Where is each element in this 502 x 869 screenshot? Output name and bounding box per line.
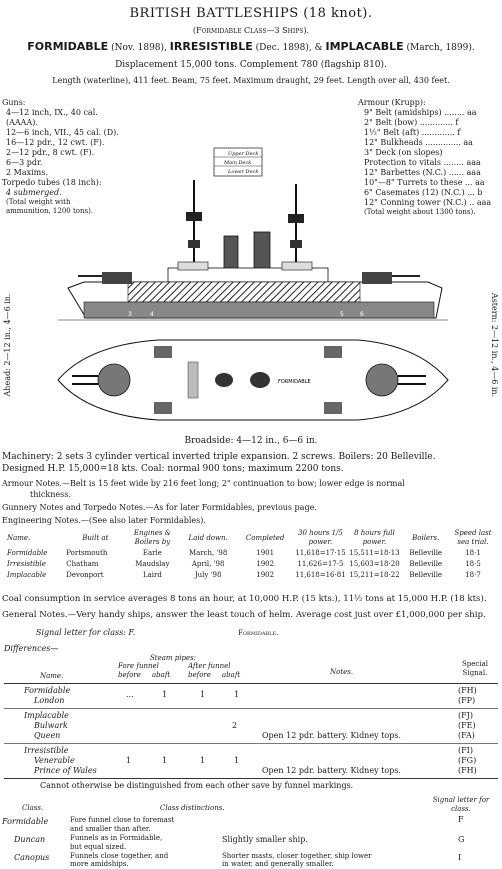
armour-line: 9" Belt (amidships) ........ aa	[364, 108, 477, 117]
table-header: 30 hours 1/5 power.	[298, 529, 343, 546]
class-extra: Shorter masts, closer together, ship lower	[222, 852, 372, 860]
diff-fore-abaft: 1	[162, 756, 168, 765]
machinery-note: Machinery: 2 sets 3 cylinder vertical inverted triple expansion. 2 screws. Boilers: 20 Belleville.	[2, 452, 436, 462]
main-deck-label: Main Deck	[224, 160, 252, 166]
signal-letter: Signal letter for class: F.	[36, 628, 136, 637]
table-cell: 1902	[256, 571, 275, 579]
ship-name-implacable: IMPLACABLE	[325, 40, 404, 53]
diff-signal: (FP)	[458, 696, 476, 705]
table-row	[6, 559, 496, 570]
diff-signal: (FJ)	[458, 711, 473, 720]
deck-key	[214, 148, 262, 176]
ship-date-formidable: (Nov. 1898),	[111, 43, 167, 53]
table-cell: Laird	[142, 571, 162, 579]
diff-note: Open 12 pdr. battery. Kidney tops.	[262, 731, 401, 740]
diff-name: Irresistible	[24, 746, 69, 755]
table-cell: 18·7	[465, 571, 481, 579]
differences-bottom-rule	[4, 778, 498, 779]
side-elevation	[58, 180, 448, 320]
table-cell: Implacable	[7, 571, 47, 579]
armour-line: 12" Conning tower (N.C.) .. aaa	[364, 198, 492, 207]
table-cell: Devonport	[66, 571, 104, 579]
gun-line: 6—3 pdr.	[6, 158, 43, 167]
class-signal: G	[458, 835, 465, 844]
armour-line: 2" Belt (bow) ............. f	[364, 118, 459, 127]
class-distinction: but equal sized.	[70, 843, 127, 851]
armour-notes-cont: thickness.	[30, 490, 71, 499]
broadside-label: Broadside: 4—12 in., 6—6 in.	[184, 436, 318, 446]
table-cell: April, '98	[191, 560, 225, 568]
diff-after-abaft: 1	[234, 756, 240, 765]
diff-note: Open 12 pdr. battery. Kidney tops.	[262, 766, 401, 775]
table-cell: Irresistible	[7, 560, 46, 568]
class-distinction: more amidships.	[70, 860, 129, 868]
engineering-table	[6, 528, 496, 581]
astern-fire-label: Astern: 2—12 in., 4—6 in.	[490, 292, 499, 398]
table-cell: Belleville	[409, 549, 443, 557]
class-distinction: and smaller than after.	[70, 825, 151, 833]
diff-name: Prince of Wales	[34, 766, 97, 775]
table-header: Engines & Boilers by	[133, 529, 171, 546]
armour-notes: Armour Notes.—Belt is 15 feet wide by 216 feet long; 2" continuation to bow; lower edge is normal	[2, 479, 405, 488]
armour-line: 12" Barbettes (N.C.) ...... aaa	[364, 168, 481, 177]
ship-name-formidable: FORMIDABLE	[27, 40, 109, 53]
table-cell: 1902	[256, 560, 275, 568]
class-distinction: Funnels as in Formidable,	[70, 834, 163, 842]
table-header: Boilers.	[412, 533, 440, 542]
table-header: Name.	[7, 533, 31, 542]
engineering-notes: Engineering Notes.—(See also later Formidables).	[2, 516, 206, 525]
gun-line: 12—6 inch, VII., 45 cal. (D).	[6, 128, 119, 137]
class-name: Formidable	[2, 817, 49, 826]
col-before-2: before	[188, 671, 211, 679]
designed-note: Designed H.P. 15,000=18 kts. Coal: normal 900 tons; maximum 2200 tons.	[2, 464, 344, 474]
differences-title: Differences—	[4, 644, 59, 653]
diff-after-before: 1	[200, 756, 206, 765]
ship-diagram	[28, 140, 474, 432]
class-extra: Slightly smaller ship.	[222, 835, 308, 844]
gun-line: Torpedo tubes (18 inch):	[2, 178, 102, 187]
armour-line: (Total weight about 1300 tons).	[364, 208, 476, 216]
diff-signal: (FH)	[458, 686, 477, 695]
table-cell: Earle	[142, 549, 162, 557]
class-extra: in water, and generally smaller.	[222, 860, 334, 868]
gun-line: 4—12 inch, IX., 40 cal. (AAAA).	[6, 108, 98, 127]
ahead-fire-label: Ahead: 2—12 in., 4—6 in.	[3, 293, 12, 397]
table-header: Speed last sea trial.	[454, 529, 492, 546]
diff-name: Bulwark	[34, 721, 68, 730]
diff-fore-before: ...	[126, 690, 134, 699]
table-cell: 11,618=16·81	[295, 571, 346, 579]
gun-line: 2 Maxims.	[6, 168, 48, 177]
guns-title: Guns:	[2, 98, 26, 107]
table-cell: 18·1	[465, 549, 481, 557]
table-cell: Chatham	[66, 560, 99, 568]
table-cell: March, '98	[188, 549, 228, 557]
displacement-line: Displacement 15,000 tons. Complement 780 (flagship 810).	[115, 60, 387, 70]
general-note: General Notes.—Very handy ships, answer the least touch of helm. Average cost just over £1,000,000 per ship.	[2, 610, 486, 620]
gun-line: 16—12 pdr., 12 cwt. (F).	[6, 138, 105, 147]
col-before-1: before	[118, 671, 141, 679]
diff-name: Queen	[34, 731, 61, 740]
plan-label: FORMIDABLE	[278, 379, 311, 385]
table-cell: Formidable	[7, 549, 48, 557]
diff-signal: (FI)	[458, 746, 473, 755]
table-header: Built at	[82, 533, 109, 542]
diff-fore-before: 1	[126, 756, 132, 765]
table-cell: 11,618=17·15	[295, 549, 346, 557]
diff-name: Formidable	[24, 686, 71, 695]
diff-signal: (FG)	[458, 756, 477, 765]
class-distinction: Funnels close together, and	[70, 852, 169, 860]
ship-date-implacable: (March, 1899).	[406, 43, 475, 53]
armour-line: 3" Deck (on slopes)	[364, 148, 443, 157]
lower-deck-label: Lower Deck	[228, 169, 259, 175]
diff-after-abaft: 2	[232, 721, 238, 730]
coal-note: Coal consumption in service averages 8 tons an hour, at 10,000 H.P. (15 kts.), 11½ tons at 15,000 H.P. (18 kts).	[2, 594, 487, 604]
steam-pipes-header: Steam pipes:	[150, 654, 197, 662]
table-cell: 11,626=17·5	[297, 560, 344, 568]
armour-line: 6" Casemates (12) (N.C.) ... b	[364, 188, 483, 197]
diff-after-before: 1	[200, 690, 206, 699]
col-special: Special Signal.	[462, 660, 488, 677]
ship-names	[0, 40, 502, 53]
col-after: After funnel	[188, 662, 231, 670]
diff-signal: (FA)	[458, 731, 475, 740]
table-header: Completed	[245, 533, 285, 542]
armour-line: 10"—8" Turrets to these ... aa	[364, 178, 485, 187]
plan-view	[58, 340, 448, 420]
diff-signal: (FH)	[458, 766, 477, 775]
class-distinction: Fore funnel close to foremast	[70, 816, 175, 824]
table-cell: Belleville	[409, 560, 443, 568]
table-cell: 15,603=18·20	[349, 560, 400, 568]
armour-title: Armour (Krupp):	[358, 98, 426, 107]
svg-text:3: 3	[128, 311, 132, 318]
table-cell: 15,211=18·22	[349, 571, 400, 579]
diff-name: Venerable	[34, 756, 75, 765]
class-name: Duncan	[14, 835, 46, 844]
gun-line: 4 submerged.	[6, 188, 62, 197]
table-cell: Portsmouth	[66, 549, 108, 557]
class-line: (Formidable Class—3 Ships).	[192, 26, 310, 35]
table-header: 8 hours full power.	[354, 529, 395, 546]
diff-after-abaft: 1	[234, 690, 240, 699]
classes-col-distinctions: Class distinctions.	[160, 804, 225, 812]
ship-date-irresistible: (Dec. 1898), &	[255, 43, 323, 53]
table-row	[6, 570, 496, 581]
differences-top-rule	[4, 683, 498, 684]
classes-col-signal: Signal letter for class.	[432, 796, 490, 813]
table-row	[6, 548, 496, 559]
table-cell: July '98	[194, 571, 222, 579]
ship-name-irresistible: IRRESISTIBLE	[169, 40, 253, 53]
class-name: Canopus	[14, 853, 50, 862]
gunnery-notes: Gunnery Notes and Torpedo Notes.—As for later Formidables, previous page.	[2, 503, 317, 512]
table-cell: Belleville	[409, 571, 443, 579]
table-cell: 1901	[256, 549, 275, 557]
table-cell: 15,511=18·13	[349, 549, 400, 557]
table-header-row	[6, 528, 496, 548]
armour-line: Protection to vitals ........ aaa	[364, 158, 481, 167]
diff-signal: (FE)	[458, 721, 476, 730]
table-cell: 18·5	[465, 560, 481, 568]
diff-fore-abaft: 1	[162, 690, 168, 699]
upper-deck-label: Upper Deck	[228, 151, 259, 157]
diff-name: Implacable	[24, 711, 69, 720]
svg-text:6: 6	[360, 311, 364, 318]
classes-col-class: Class.	[22, 804, 44, 812]
col-fore: Fore funnel	[118, 662, 159, 670]
gun-line: (Total weight with ammunition, 1200 tons).	[6, 198, 94, 215]
class-signal: I	[458, 853, 462, 862]
signal-name: Formidable.	[238, 629, 279, 637]
col-abaft-2: abaft	[222, 671, 241, 679]
diff-name: London	[34, 696, 65, 705]
armour-line: 1½" Belt (aft) ............. f	[364, 128, 461, 137]
col-abaft-1: abaft	[152, 671, 171, 679]
gun-line: 2—12 pdr., 8 cwt. (F).	[6, 148, 95, 157]
table-cell: Maudslay	[135, 560, 170, 568]
class-signal: F	[458, 815, 464, 824]
length-line: Length (waterline), 411 feet. Beam, 75 feet. Maximum draught, 29 feet. Length over all, 430 feet.	[52, 76, 450, 85]
page-title: BRITISH BATTLESHIPS (18 knot).	[129, 6, 373, 21]
svg-text:4: 4	[150, 311, 154, 318]
differences-footer: Cannot otherwise be distinguished from each other save by funnel markings.	[40, 781, 354, 790]
col-name: Name.	[40, 672, 64, 680]
armour-line: 12" Bulkheads .............. aa	[364, 138, 473, 147]
svg-text:5: 5	[340, 311, 344, 318]
col-notes: Notes.	[330, 668, 354, 676]
table-header: Laid down.	[188, 533, 228, 542]
